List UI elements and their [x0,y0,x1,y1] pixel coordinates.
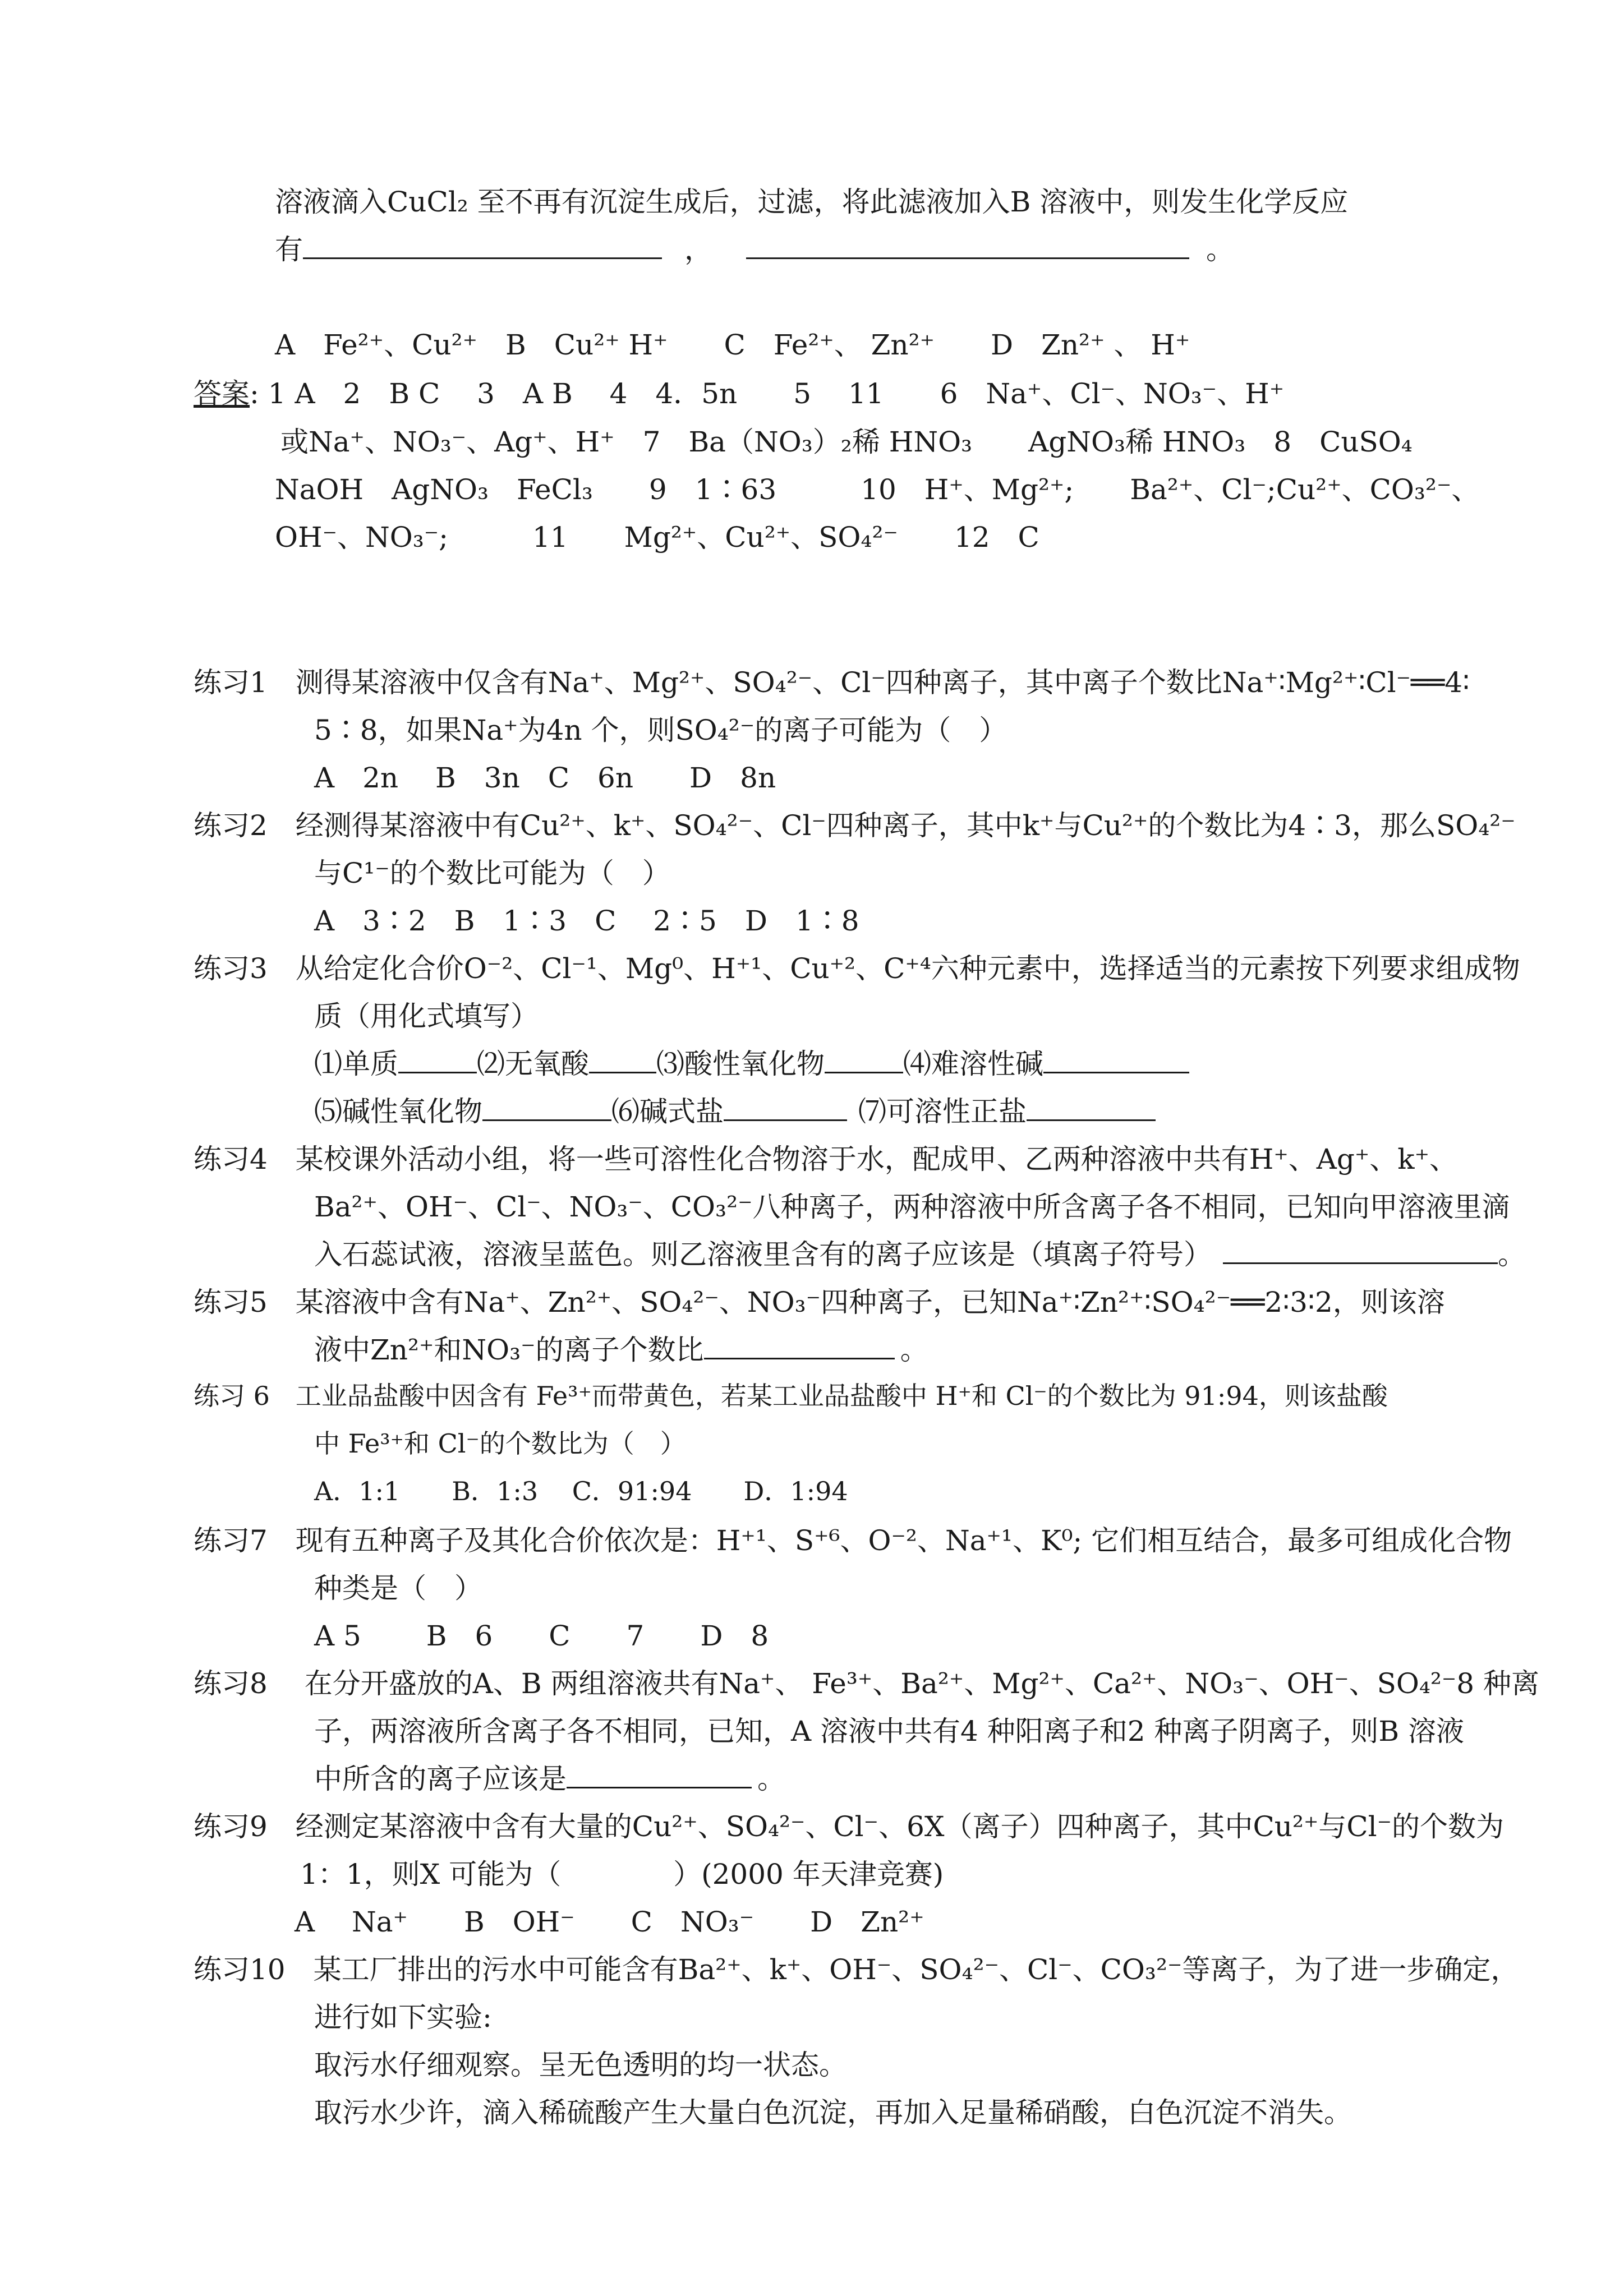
top-line-2: 有 ， 。 [275,233,1234,266]
ex10-line-4: 取污水少许，滴入稀硫酸产生大量白色沉淀，再加入足量稀硝酸，白色沉淀不消失。 [314,2096,1352,2129]
answer-line-3: NaOH AgNO₃ FeCl₃ 9 1∶63 10 H⁺、Mg²⁺; Ba²⁺、Cl⁻;Cu²⁺、CO₃²⁻、 [275,473,1480,506]
answer-blank[interactable] [825,1047,903,1073]
ex1-line-2: 5∶8，如果Na⁺为4n 个，则SO₄²⁻的离子可能为（ ） [314,714,1007,746]
answer-line-2: 或Na⁺、NO₃⁻、Ag⁺、H⁺ 7 Ba（NO₃）₂稀 HNO₃ AgNO₃稀 HNO₃ 8 CuSO₄ [280,426,1413,458]
ex9-line-2: 1：1，则X 可能为（ ）(2000 年天津竞赛) [300,1858,944,1891]
ex4-line-1: 练习4 某校课外活动小组，将一些可溶性化合物溶于水，配成甲、乙两种溶液中共有H⁺、Ag⁺、k⁺、 [194,1143,1458,1175]
ex3-questions-row-1: ⑴单质 ⑵无氧酸 ⑶酸性氧化物 ⑷难溶性碱 [314,1047,1189,1081]
ex6-options: A．1:1 B．1:3 C．91:94 D．1:94 [314,1476,848,1506]
ex8-line-3: 中所含的离子应该是 。 [314,1763,785,1795]
answer-blank[interactable] [303,233,662,259]
ex5-line-1: 练习5 某溶液中含有Na⁺、Zn²⁺、SO₄²⁻、NO₃⁻四种离子，已知Na⁺∶Zn²⁺∶SO₄²⁻══2∶3∶2，则该溶 [194,1286,1445,1318]
answer-label: 答案 [194,377,250,410]
ex6-line-2: 中 Fe³⁺和 Cl⁻的个数比为（ ） [314,1428,686,1459]
ex3-line-2: 质（用化式填写） [314,1000,539,1032]
ex1-line-1: 练习1 测得某溶液中仅含有Na⁺、Mg²⁺、SO₄²⁻、Cl⁻四种离子，其中离子个数比Na⁺∶Mg²⁺∶Cl⁻══4∶ [194,666,1470,699]
answer-blank[interactable] [398,1047,477,1073]
answer-blank[interactable] [589,1047,656,1073]
ex7-options: A 5 B 6 C 7 D 8 [314,1620,769,1652]
ex7-line-1: 练习7 现有五种离子及其化合价依次是：H⁺¹、S⁺⁶、O⁻²、Na⁺¹、K⁰; 它们相互结合，最多可组成化合物 [194,1524,1512,1557]
ex2-line-2: 与C¹⁻的个数比可能为（ ） [314,857,670,889]
answer-blank[interactable] [567,1762,752,1788]
answer-blank[interactable] [704,1333,895,1359]
ex2-line-1: 练习2 经测得某溶液中有Cu²⁺、k⁺、SO₄²⁻、Cl⁻四种离子，其中k⁺与Cu²⁺的个数比为4∶3，那么SO₄²⁻ [194,809,1516,842]
ex8-line-2: 子，两溶液所含离子各不相同，已知，A 溶液中共有4 种阳离子和2 种离子阴离子，则B 溶液 [314,1715,1465,1748]
ex7-line-2: 种类是（ ） [314,1572,482,1605]
ex3-line-1: 练习3 从给定化合价O⁻²、Cl⁻¹、Mg⁰、H⁺¹、Cu⁺²、C⁺⁴六种元素中，选择适当的元素按下列要求组成物 [194,952,1520,985]
top-line-1: 溶液滴入CuCl₂ 至不再有沉淀生成后，过滤，将此滤液加入B 溶液中，则发生化学反应 [275,186,1349,218]
top-options: A Fe²⁺、Cu²⁺ B Cu²⁺ H⁺ C Fe²⁺、 Zn²⁺ D Zn²⁺ 、 H⁺ [275,329,1190,361]
answer-blank[interactable] [724,1095,847,1121]
ex6-line-1: 练习 6 工业品盐酸中因含有 Fe³⁺而带黄色，若某工业品盐酸中 H⁺和 Cl⁻的个数比为 91:94，则该盐酸 [194,1381,1388,1411]
answer-blank[interactable] [1043,1047,1189,1073]
answer-line-4: OH⁻、NO₃⁻; 11 Mg²⁺、Cu²⁺、SO₄²⁻ 12 C [275,521,1039,554]
answer-blank[interactable] [1223,1238,1498,1264]
answer-blank[interactable] [1027,1095,1156,1121]
ex2-options: A 3∶2 B 1∶3 C 2∶5 D 1∶8 [314,905,859,937]
ex4-line-2: Ba²⁺、OH⁻、Cl⁻、NO₃⁻、CO₃²⁻八种离子，两种溶液中所含离子各不相同，已知向甲溶液里滴 [314,1191,1510,1223]
ex1-options: A 2n B 3n C 6n D 8n [314,762,776,794]
ex10-line-1: 练习10 某工厂排出的污水中可能含有Ba²⁺、k⁺、OH⁻、SO₄²⁻、Cl⁻、CO₃²⁻等离子，为了进一步确定， [194,1953,1519,1986]
ex8-line-1: 练习8 在分开盛放的A、B 两组溶液共有Na⁺、 Fe³⁺、Ba²⁺、Mg²⁺、Ca²⁺、NO₃⁻、OH⁻、SO₄²⁻8 种离 [194,1667,1539,1700]
ex9-line-1: 练习9 经测定某溶液中含有大量的Cu²⁺、SO₄²⁻、Cl⁻、6X（离子）四种离子，其中Cu²⁺与Cl⁻的个数为 [194,1810,1505,1843]
ex10-line-3: 取污水仔细观察。呈无色透明的均一状态。 [314,2049,847,2081]
answer-blank[interactable] [482,1095,611,1121]
answer-line-1: 答案: 1 A 2 B C 3 A B 4 4．5n 5 11 6 Na⁺、Cl⁻、NO₃⁻、H⁺ [194,377,1285,410]
ex3-questions-row-2: ⑸碱性氧化物 ⑹碱式盐 ⑺可溶性正盐 [314,1095,1156,1128]
ex5-line-2: 液中Zn²⁺和NO₃⁻的离子个数比 。 [314,1334,928,1366]
ex4-line-3: 入石蕊试液，溶液呈蓝色。则乙溶液里含有的离子应该是（填离子符号） 。 [314,1238,1526,1271]
ex10-line-2: 进行如下实验: [314,2001,492,2034]
answer-blank[interactable] [746,233,1189,259]
ex9-options: A Na⁺ B OH⁻ C NO₃⁻ D Zn²⁺ [295,1906,924,1938]
